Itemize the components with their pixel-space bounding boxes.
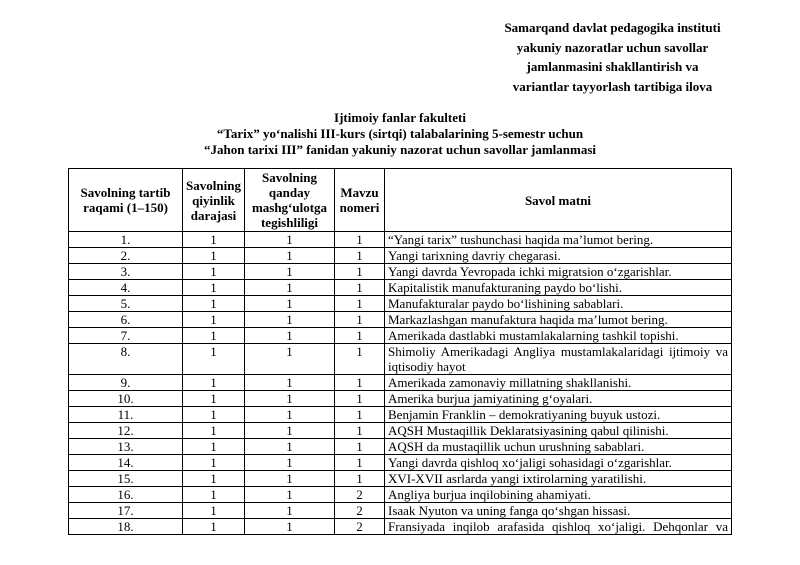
cell-question-text: Yangi davrda Yevropada ichki migratsion o‘zgarishlar.	[385, 264, 732, 280]
table-row	[69, 519, 732, 535]
cell-question-number: 10.	[69, 391, 183, 407]
annex-line: Samarqand davlat pedagogika instituti	[504, 20, 721, 35]
cell-topic-number: 2	[335, 503, 385, 519]
cell-question-text: Manufakturalar paydo bo‘lishining sabablari.	[385, 296, 732, 312]
table-row	[69, 503, 732, 519]
cell-session-type: 1	[245, 344, 335, 375]
cell-topic-number: 1	[335, 423, 385, 439]
cell-difficulty: 1	[183, 423, 245, 439]
table-row	[69, 407, 732, 423]
cell-question-text: Markazlashgan manufaktura haqida ma’lumot bering.	[385, 312, 732, 328]
cell-session-type: 1	[245, 439, 335, 455]
cell-topic-number: 1	[335, 344, 385, 375]
cell-difficulty: 1	[183, 312, 245, 328]
cell-session-type: 1	[245, 296, 335, 312]
cell-question-number: 2.	[69, 248, 183, 264]
cell-difficulty: 1	[183, 455, 245, 471]
cell-session-type: 1	[245, 391, 335, 407]
table-row	[69, 312, 732, 328]
cell-question-number: 6.	[69, 312, 183, 328]
cell-session-type: 1	[245, 232, 335, 248]
cell-topic-number: 2	[335, 519, 385, 535]
cell-difficulty: 1	[183, 344, 245, 375]
table-body	[69, 232, 732, 535]
cell-session-type: 1	[245, 487, 335, 503]
cell-question-number: 12.	[69, 423, 183, 439]
cell-question-number: 4.	[69, 280, 183, 296]
cell-difficulty: 1	[183, 232, 245, 248]
table-row	[69, 455, 732, 471]
cell-question-number: 3.	[69, 264, 183, 280]
cell-session-type: 1	[245, 519, 335, 535]
cell-topic-number: 1	[335, 296, 385, 312]
header-session-type: Savolning qanday mashg‘ulotga tegishliligi	[245, 169, 335, 232]
cell-difficulty: 1	[183, 439, 245, 455]
cell-session-type: 1	[245, 264, 335, 280]
cell-question-number: 9.	[69, 375, 183, 391]
cell-question-text: Amerikada dastlabki mustamlakalarning tashkil topishi.	[385, 328, 732, 344]
header-difficulty: Savolning qiyinlik darajasi	[183, 169, 245, 232]
cell-topic-number: 1	[335, 391, 385, 407]
cell-topic-number: 1	[335, 328, 385, 344]
cell-question-number: 14.	[69, 455, 183, 471]
cell-question-number: 8.	[69, 344, 183, 375]
cell-difficulty: 1	[183, 280, 245, 296]
cell-question-text: Shimoliy Amerikadagi Angliya mustamlakalaridagi ijtimoiy va iqtisodiy hayot	[385, 344, 732, 375]
annex-line: jamlanmasini shakllantirish va	[526, 59, 699, 74]
questions-table	[68, 168, 732, 535]
cell-question-text: Isaak Nyuton va uning fanga qo‘shgan hissasi.	[385, 503, 732, 519]
cell-session-type: 1	[245, 471, 335, 487]
faculty-title: Ijtimoiy fanlar fakulteti	[334, 110, 466, 125]
cell-topic-number: 1	[335, 455, 385, 471]
cell-question-text: AQSH da mustaqillik uchun urushning sabablari.	[385, 439, 732, 455]
cell-difficulty: 1	[183, 407, 245, 423]
cell-session-type: 1	[245, 328, 335, 344]
cell-topic-number: 1	[335, 375, 385, 391]
header-topic-number: Mavzu nomeri	[335, 169, 385, 232]
table-row	[69, 439, 732, 455]
cell-question-text: “Yangi tarix” tushunchasi haqida ma’lumot bering.	[385, 232, 732, 248]
annex-line: variantlar tayyorlash tartibiga ilova	[512, 78, 713, 94]
table-row	[69, 344, 732, 375]
cell-topic-number: 1	[335, 280, 385, 296]
cell-difficulty: 1	[183, 264, 245, 280]
cell-question-text: Yangi tarixning davriy chegarasi.	[385, 248, 732, 264]
cell-session-type: 1	[245, 407, 335, 423]
cell-difficulty: 1	[183, 519, 245, 535]
table-row	[69, 328, 732, 344]
cell-question-number: 13.	[69, 439, 183, 455]
cell-question-text: Amerikada zamonaviy millatning shakllanishi.	[385, 375, 732, 391]
cell-session-type: 1	[245, 312, 335, 328]
cell-difficulty: 1	[183, 503, 245, 519]
table-row	[69, 232, 732, 248]
cell-session-type: 1	[245, 455, 335, 471]
table-header-row	[69, 169, 732, 232]
table-row	[69, 471, 732, 487]
cell-question-text: Yangi davrda qishloq xo‘jaligi sohasidagi o‘zgarishlar.	[385, 455, 732, 471]
cell-session-type: 1	[245, 375, 335, 391]
annex-line: yakuniy nazoratlar uchun savollar	[516, 39, 709, 55]
cell-question-number: 18.	[69, 519, 183, 535]
cell-question-number: 11.	[69, 407, 183, 423]
header-question-text: Savol matni	[385, 169, 732, 232]
cell-session-type: 1	[245, 503, 335, 519]
table-row	[69, 375, 732, 391]
cell-question-number: 7.	[69, 328, 183, 344]
cell-question-number: 1.	[69, 232, 183, 248]
cell-topic-number: 1	[335, 471, 385, 487]
cell-question-text: Amerika burjua jamiyatining g‘oyalari.	[385, 391, 732, 407]
cell-difficulty: 1	[183, 248, 245, 264]
annex-note	[470, 18, 755, 96]
cell-question-text: Kapitalistik manufakturaning paydo bo‘lishi.	[385, 280, 732, 296]
cell-topic-number: 1	[335, 312, 385, 328]
cell-topic-number: 1	[335, 439, 385, 455]
cell-difficulty: 1	[183, 375, 245, 391]
cell-difficulty: 1	[183, 296, 245, 312]
table-row	[69, 487, 732, 503]
cell-topic-number: 1	[335, 248, 385, 264]
cell-question-text: XVI-XVII asrlarda yangi ixtirolarning yaratilishi.	[385, 471, 732, 487]
document-heading	[0, 110, 800, 158]
table-row	[69, 248, 732, 264]
cell-question-text: AQSH Mustaqillik Deklaratsiyasining qabul qilinishi.	[385, 423, 732, 439]
table-row	[69, 423, 732, 439]
cell-question-text: Fransiyada inqilob arafasida qishloq xo‘jaligi. Dehqonlar va	[385, 519, 732, 535]
subject-title: “Jahon tarixi III” fanidan yakuniy nazorat uchun savollar jamlanmasi	[204, 142, 596, 157]
table-row	[69, 264, 732, 280]
course-title: “Tarix” yo‘nalishi III-kurs (sirtqi) talabalarining 5-semestr uchun	[216, 126, 584, 141]
cell-question-number: 15.	[69, 471, 183, 487]
cell-question-number: 5.	[69, 296, 183, 312]
cell-topic-number: 1	[335, 232, 385, 248]
cell-difficulty: 1	[183, 391, 245, 407]
cell-difficulty: 1	[183, 328, 245, 344]
cell-topic-number: 1	[335, 407, 385, 423]
cell-difficulty: 1	[183, 471, 245, 487]
cell-session-type: 1	[245, 423, 335, 439]
table-row	[69, 280, 732, 296]
table-row	[69, 296, 732, 312]
header-question-number: Savolning tartib raqami (1–150)	[69, 169, 183, 232]
cell-session-type: 1	[245, 248, 335, 264]
table-row	[69, 391, 732, 407]
cell-question-text: Benjamin Franklin – demokratiyaning buyuk ustozi.	[385, 407, 732, 423]
cell-topic-number: 2	[335, 487, 385, 503]
cell-topic-number: 1	[335, 264, 385, 280]
cell-question-text: Angliya burjua inqilobining ahamiyati.	[385, 487, 732, 503]
cell-session-type: 1	[245, 280, 335, 296]
cell-question-number: 16.	[69, 487, 183, 503]
cell-difficulty: 1	[183, 487, 245, 503]
cell-question-number: 17.	[69, 503, 183, 519]
